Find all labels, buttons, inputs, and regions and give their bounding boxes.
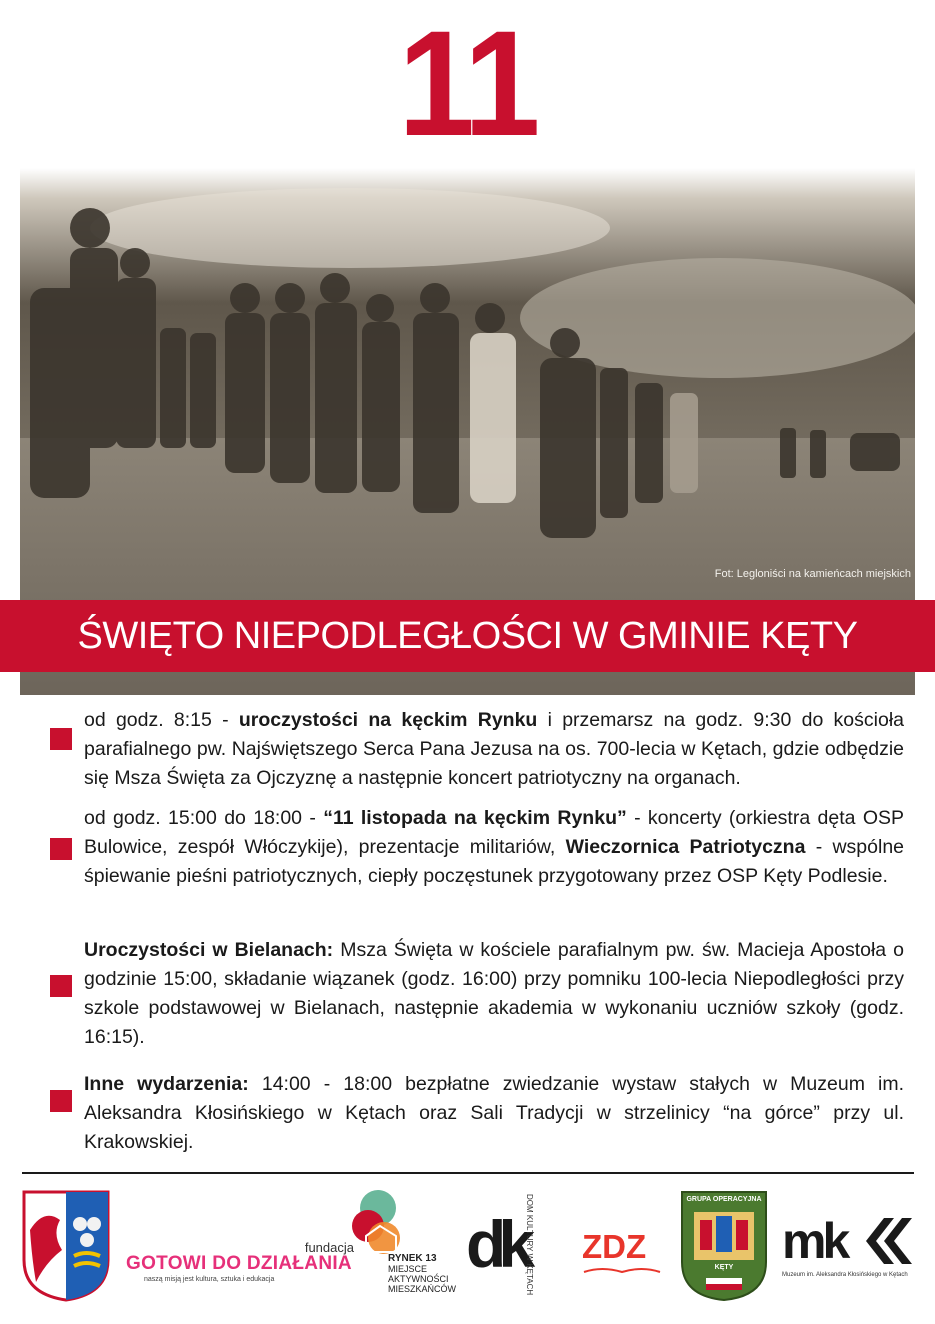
fundacja-name: GOTOWI DO DZIAŁANIA (126, 1253, 352, 1274)
bullet-marker (50, 728, 72, 750)
photo-caption: Fot: Legloniści na kamieńcach miejskich (714, 568, 911, 580)
event-banner (0, 600, 935, 672)
rynek-line2: MIEJSCE (388, 1264, 428, 1274)
coat-of-arms-logo (22, 1190, 110, 1302)
zdz-logo (582, 1228, 664, 1276)
event-text: Uroczystości w Bielanach: Msza Święta w kościele parafialnym pw. św. Macieja Apostoła o godzinie 15:00, składanie wiązanek (godz. 16:00) przy pomniku 100-lecia Niepodległości przy szkole podstawowej w Bielanach, następnie akademia w wykonaniu uczniów szkoły (godz. 16:15). (84, 939, 904, 1048)
rynek-line3: AKTYWNOŚCI (388, 1274, 449, 1284)
muzeum-logo (782, 1212, 916, 1282)
fundacja-small-label: fundacja (304, 1240, 354, 1255)
event-text: Inne wydarzenia: 14:00 - 18:00 bezpłatne zwiedzanie wystaw stałych w Muzeum im. Aleksandra Kłosińskiego w Kętach oraz Sali Tradycji w strzelinicy “na górce” przy ul. Krakowskiej. (84, 1073, 905, 1153)
banner-title: ŚWIĘTO NIEPODLEGŁOŚCI W GMINIE KĘTY (77, 614, 858, 657)
dom-kultury-logo (466, 1192, 570, 1304)
mk-caption: Muzeum im. Aleksandra Kłosińskiego w Kętach (782, 1272, 908, 1278)
dk-letters: dk (466, 1207, 528, 1281)
rynek-line4: MIESZKAŃCÓW (388, 1284, 457, 1294)
grupa-operacyjna-logo (680, 1190, 768, 1302)
zdz-letters: ZDZ (582, 1228, 647, 1265)
fundacja-tagline: naszą misją jest kultura, sztuka i edukacja (144, 1276, 275, 1283)
bullet-marker (50, 1090, 72, 1112)
mk-letters: mk (782, 1213, 847, 1269)
fundacja-logo (126, 1240, 362, 1300)
rynek-line1: RYNEK 13 (388, 1253, 437, 1264)
bullet-marker (50, 975, 72, 997)
grupa-city: KĘTY (714, 1264, 734, 1271)
bullet-marker (50, 838, 72, 860)
grupa-title: GRUPA OPERACYJNA (686, 1196, 762, 1203)
page-title: 11 (398, 0, 537, 167)
divider (22, 1172, 914, 1174)
event-text: od godz. 15:00 do 18:00 - “11 listopada na kęckim Rynku” - koncerty (orkiestra dęta OSP Bulowice, zespół Włóczykije), prezentacje militariów, Wieczornica Patriotyczna - wspólne śpiewanie pieśni patriotycznych, ciepły poczęstunek przygotowany przez OSP Kęty Podlesie. (84, 807, 905, 887)
event-text: od godz. 8:15 - uroczystości na kęckim Rynku i przemarsz na godz. 9:30 do kościoła parafialnego pw. Najświętszego Serca Pana Jezusa na os. 700-lecia w Kętach, gdzie odbędzie się Msza Święta za Ojczyznę a następnie koncert patriotyczny na organach. (84, 709, 904, 789)
dk-arc-text: DOM KULTURY W KĘTACH (525, 1194, 534, 1296)
rynek13-logo (350, 1190, 457, 1302)
